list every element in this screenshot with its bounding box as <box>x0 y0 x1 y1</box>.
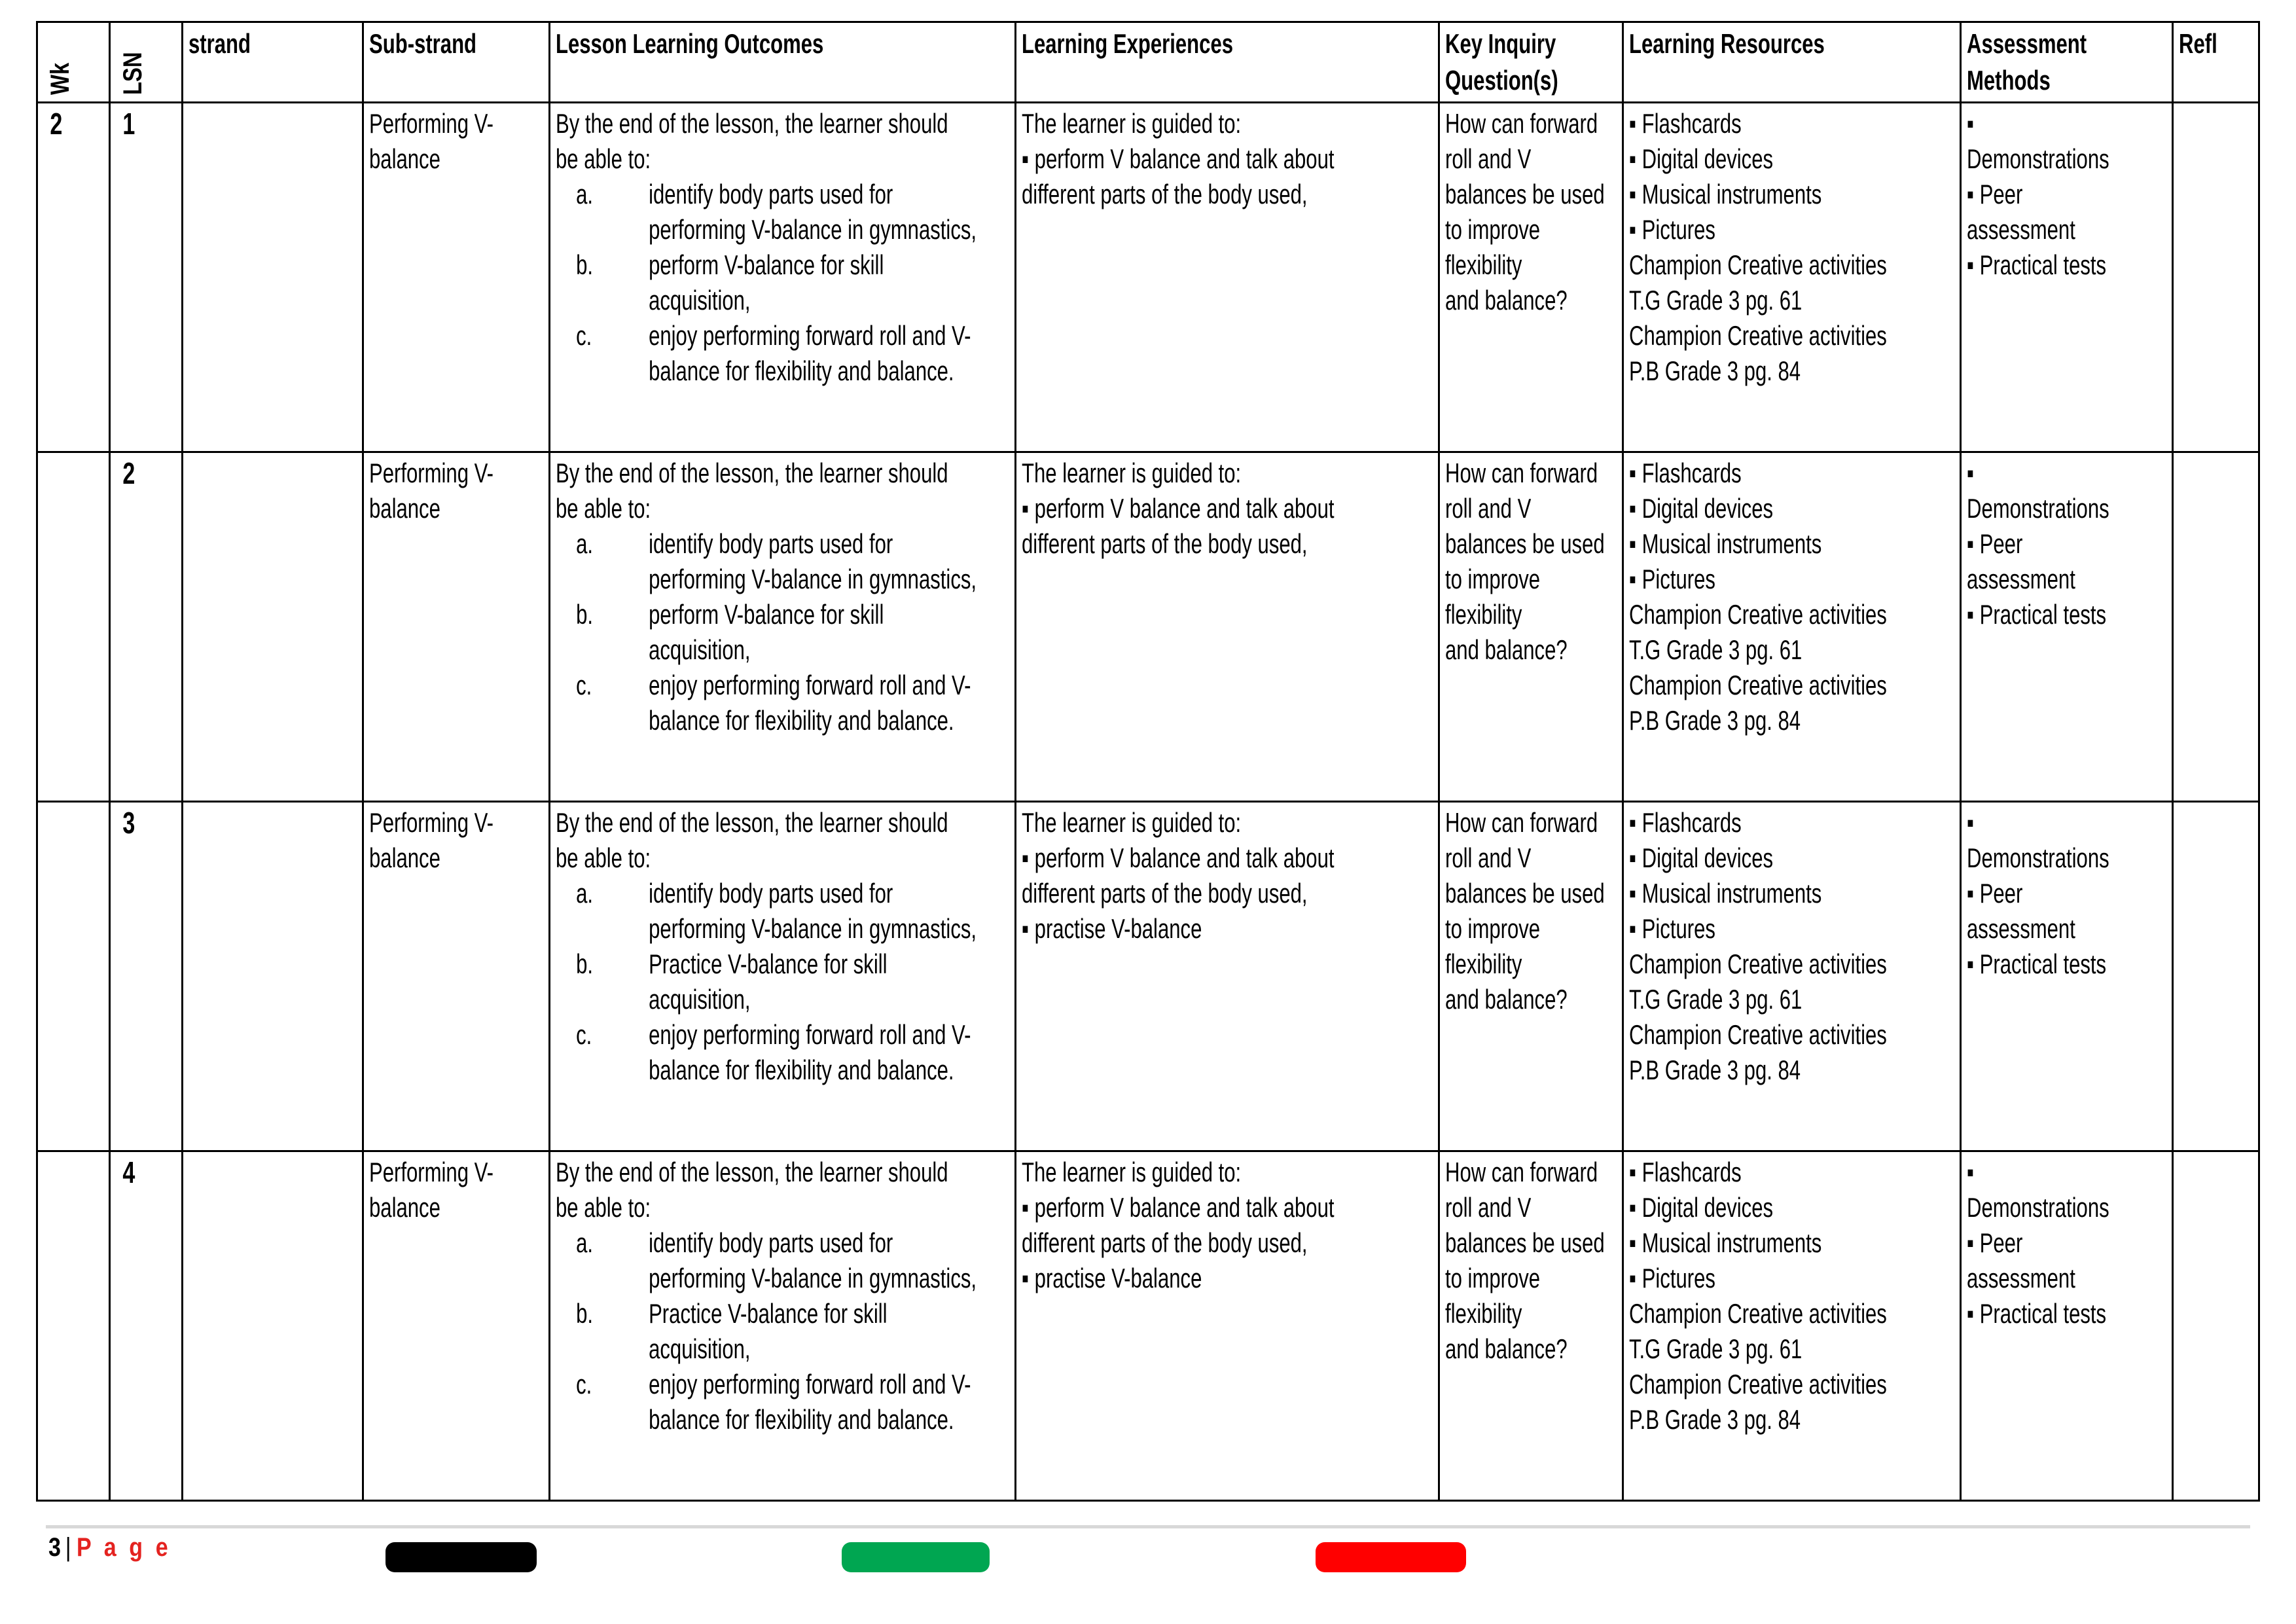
assessment-cell: ▪ Demonstrations ▪ Peer assessment ▪ Practical tests <box>1961 452 2173 802</box>
header-wk <box>37 22 110 103</box>
outcome-item-c: c. enjoy performing forward roll and V- balance for flexibility and balance. <box>576 320 971 386</box>
sub-strand-cell: Performing V-balance <box>363 452 550 802</box>
header-resources: Learning Resources <box>1623 22 1961 103</box>
assessment-cell: ▪ Demonstrations ▪ Peer assessment ▪ Practical tests <box>1961 103 2173 452</box>
header-experiences: Learning Experiences <box>1016 22 1439 103</box>
lsn-cell: 2 <box>110 452 183 802</box>
experiences-cell: The learner is guided to: ▪ perform V balance and talk about different parts of the body used, ▪ practise V-balance <box>1016 1151 1439 1501</box>
outcome-item-b: b. perform V-balance for skill acquisition, <box>576 599 884 665</box>
refl-cell <box>2173 1151 2259 1501</box>
outcomes-intro: By the end of the lesson, the learner should be able to: <box>556 807 948 873</box>
red-highlight-bar <box>1316 1542 1466 1572</box>
outcomes-cell <box>550 103 1016 452</box>
resources-cell: ▪ Flashcards ▪ Digital devices ▪ Musical instruments ▪ Pictures Champion Creative activities T.G Grade 3 pg. 61 Champion Creative activities P.B Grade 3 pg. 84 <box>1623 1151 1961 1501</box>
outcome-item-c: c. enjoy performing forward roll and V- balance for flexibility and balance. <box>576 1019 971 1085</box>
black-highlight-bar <box>386 1542 537 1572</box>
page-number: 3 <box>48 1533 61 1562</box>
outcome-item-b: b. Practice V-balance for skill acquisition, <box>576 1298 888 1364</box>
outcome-item-b: b. Practice V-balance for skill acquisition, <box>576 948 888 1015</box>
page-label: P a g e <box>77 1533 171 1562</box>
lsn-cell: 4 <box>110 1151 183 1501</box>
outcomes-cell <box>550 802 1016 1151</box>
outcome-item-c: c. enjoy performing forward roll and V- balance for flexibility and balance. <box>576 1369 971 1435</box>
assessment-cell: ▪ Demonstrations ▪ Peer assessment ▪ Practical tests <box>1961 1151 2173 1501</box>
outcome-item-c: c. enjoy performing forward roll and V- balance for flexibility and balance. <box>576 670 971 736</box>
refl-cell <box>2173 103 2259 452</box>
lsn-cell: 1 <box>110 103 183 452</box>
outcome-item-b: b. perform V-balance for skill acquisition, <box>576 249 884 316</box>
lesson-row-2 <box>37 452 2259 802</box>
strand-cell <box>183 103 363 452</box>
wk-cell <box>37 802 110 1151</box>
strand-cell <box>183 802 363 1151</box>
header-key-inquiry: Key Inquiry Question(s) <box>1439 22 1623 103</box>
key-inquiry-cell: How can forward roll and V balances be used to improve flexibility and balance? <box>1439 1151 1623 1501</box>
header-lsn <box>110 22 183 103</box>
outcomes-intro: By the end of the lesson, the learner should be able to: <box>556 458 948 524</box>
sub-strand-cell: Performing V-balance <box>363 802 550 1151</box>
experiences-cell: The learner is guided to: ▪ perform V balance and talk about different parts of the body used, <box>1016 452 1439 802</box>
footer-divider <box>46 1525 2250 1528</box>
wk-cell: 2 <box>37 103 110 452</box>
outcome-item-a: a. identify body parts used for performing V-balance in gymnastics, <box>576 528 977 594</box>
wk-cell <box>37 1151 110 1501</box>
experiences-cell: The learner is guided to: ▪ perform V balance and talk about different parts of the body used, ▪ practise V-balance <box>1016 802 1439 1151</box>
resources-cell: ▪ Flashcards ▪ Digital devices ▪ Musical instruments ▪ Pictures Champion Creative activities T.G Grade 3 pg. 61 Champion Creative activities P.B Grade 3 pg. 84 <box>1623 103 1961 452</box>
refl-cell <box>2173 802 2259 1151</box>
assessment-cell: ▪ Demonstrations ▪ Peer assessment ▪ Practical tests <box>1961 802 2173 1151</box>
header-refl: Refl <box>2173 22 2259 103</box>
sub-strand-cell: Performing V-balance <box>363 1151 550 1501</box>
strand-cell <box>183 1151 363 1501</box>
resources-cell: ▪ Flashcards ▪ Digital devices ▪ Musical instruments ▪ Pictures Champion Creative activities T.G Grade 3 pg. 61 Champion Creative activities P.B Grade 3 pg. 84 <box>1623 802 1961 1151</box>
sub-strand-cell: Performing V-balance <box>363 103 550 452</box>
scheme-of-work-table <box>36 21 2260 1502</box>
lesson-row-3 <box>37 802 2259 1151</box>
header-wk-label: Wk <box>46 62 75 95</box>
outcome-item-a: a. identify body parts used for performing V-balance in gymnastics, <box>576 179 977 245</box>
header-outcomes: Lesson Learning Outcomes <box>550 22 1016 103</box>
outcomes-cell <box>550 452 1016 802</box>
key-inquiry-cell: How can forward roll and V balances be used to improve flexibility and balance? <box>1439 802 1623 1151</box>
outcome-item-a: a. identify body parts used for performing V-balance in gymnastics, <box>576 878 977 944</box>
page-footer <box>48 1533 171 1562</box>
outcomes-cell <box>550 1151 1016 1501</box>
outcomes-intro: By the end of the lesson, the learner should be able to: <box>556 1157 948 1223</box>
experiences-cell: The learner is guided to: ▪ perform V balance and talk about different parts of the body used, <box>1016 103 1439 452</box>
green-highlight-bar <box>842 1542 990 1572</box>
outcomes-intro: By the end of the lesson, the learner should be able to: <box>556 108 948 174</box>
wk-cell <box>37 452 110 802</box>
lesson-row-1 <box>37 103 2259 452</box>
key-inquiry-cell: How can forward roll and V balances be used to improve flexibility and balance? <box>1439 103 1623 452</box>
key-inquiry-cell: How can forward roll and V balances be used to improve flexibility and balance? <box>1439 452 1623 802</box>
outcome-item-a: a. identify body parts used for performing V-balance in gymnastics, <box>576 1227 977 1293</box>
strand-cell <box>183 452 363 802</box>
table-header-row <box>37 22 2259 103</box>
header-strand: strand <box>183 22 363 103</box>
lesson-row-4 <box>37 1151 2259 1501</box>
header-lsn-label: LSN <box>118 52 147 95</box>
header-assessment: Assessment Methods <box>1961 22 2173 103</box>
resources-cell: ▪ Flashcards ▪ Digital devices ▪ Musical instruments ▪ Pictures Champion Creative activities T.G Grade 3 pg. 61 Champion Creative activities P.B Grade 3 pg. 84 <box>1623 452 1961 802</box>
lsn-cell: 3 <box>110 802 183 1151</box>
refl-cell <box>2173 452 2259 802</box>
page-footer-separator: | <box>65 1533 71 1562</box>
header-sub-strand: Sub-strand <box>363 22 550 103</box>
